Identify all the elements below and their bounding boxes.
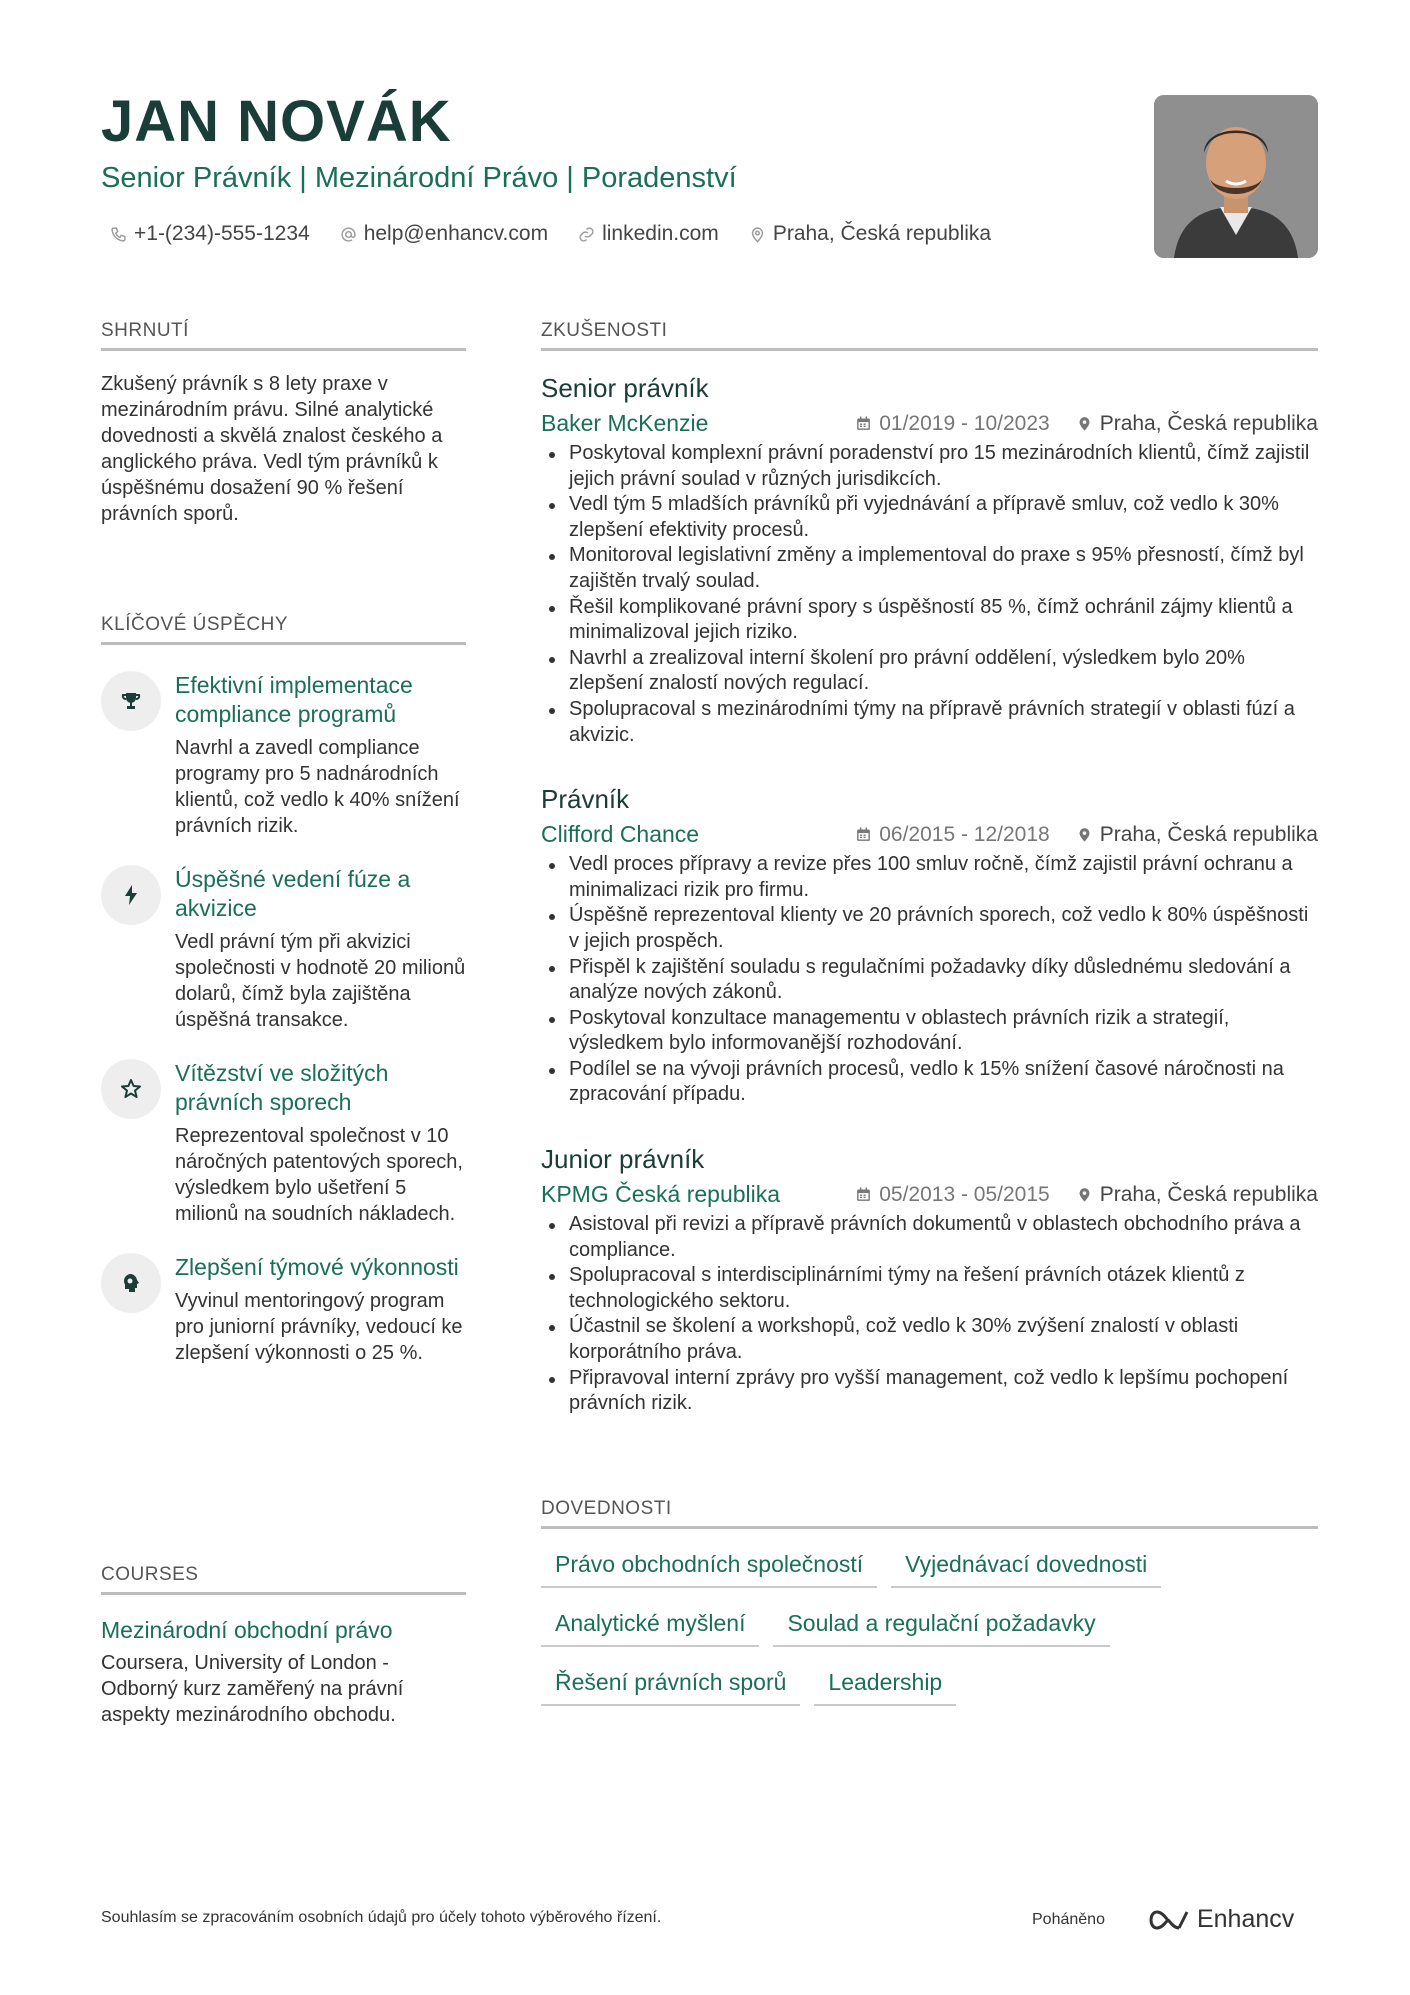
achievement-title: Efektivní implementace compliance programů (175, 672, 413, 727)
job-bullets (541, 852, 1318, 1108)
trophy-icon (101, 671, 161, 731)
bullet-item: Poskytoval konzultace managementu v oblastech právních rizik a strategií, výsledkem bylo informovanější rozhodování. (541, 1006, 1318, 1057)
summary-section (101, 320, 466, 527)
bullet-item: Vedl proces přípravy a revize přes 100 smluv ročně, čímž zajistil právní ochranu a minimalizaci rizik pro firmu. (541, 852, 1318, 903)
company-name: KPMG Česká republika (541, 1181, 781, 1208)
job-dates (855, 823, 1049, 847)
achievement-body (175, 671, 466, 839)
bullet-item: Připravoval interní zprávy pro vyšší management, což vedlo k lepšímu pochopení právních rizik. (541, 1366, 1318, 1417)
job-location (1076, 412, 1318, 436)
location-text: Praha, Česká republika (772, 222, 992, 245)
bullet-item: Řešil komplikované právní spory s úspěšností 85 %, čímž ochránil zájmy klientů a minimalizoval jejich riziko. (541, 595, 1318, 646)
job-entry (541, 784, 1318, 1108)
lightning-icon (101, 865, 161, 925)
location-pin-icon (1076, 415, 1093, 432)
skill-tag: Soulad a regulační požadavky (773, 1604, 1109, 1647)
job-title: Senior právník (541, 373, 709, 403)
calendar-icon (855, 415, 872, 432)
job-meta (541, 410, 1318, 437)
at-icon (340, 226, 357, 243)
courses-section (101, 1564, 466, 1728)
skill-tag: Analytické myšlení (541, 1604, 759, 1647)
achievement-body (175, 865, 466, 1033)
job-meta (541, 821, 1318, 848)
dates-text: 01/2019 - 10/2023 (879, 411, 1050, 435)
course-title: Mezinárodní obchodní právo (101, 1617, 393, 1643)
skill-tag: Právo obchodních společností (541, 1545, 877, 1588)
candidate-name: JAN NOVÁK (101, 89, 452, 154)
achievement-title: Vítězství ve složitých právních sporech (175, 1060, 389, 1115)
contact-linkedin[interactable] (578, 222, 719, 246)
job-meta (541, 1181, 1318, 1208)
company-name: Clifford Chance (541, 821, 700, 848)
bullet-item: Podílel se na vývoji právních procesů, vedlo k 15% snížení časové náročnosti na zpracování případu. (541, 1057, 1318, 1108)
contact-email[interactable] (340, 222, 548, 246)
bullet-item: Asistoval při revizi a přípravě právních dokumentů v oblastech obchodního práva a compliance. (541, 1212, 1318, 1263)
profile-photo (1154, 95, 1318, 258)
job-bullets (541, 1212, 1318, 1417)
infinity-logo-icon (1145, 1907, 1191, 1933)
phone-icon (110, 226, 127, 243)
summary-heading: SHRNUTÍ (101, 320, 466, 351)
bullet-item: Navrhl a zrealizoval interní školení pro právní oddělení, výsledkem bylo 20% zlepšení znalostí nových regulací. (541, 646, 1318, 697)
job-location (1076, 1183, 1318, 1207)
consent-note: Souhlasím se zpracováním osobních údajů pro účely tohoto výběrového řízení. (101, 1909, 662, 1926)
calendar-icon (855, 826, 872, 843)
skills-heading: DOVEDNOSTI (541, 1498, 1318, 1529)
skills-section (541, 1498, 1318, 1706)
job-title: Junior právník (541, 1144, 705, 1175)
head-icon (101, 1253, 161, 1313)
enhancv-logo[interactable] (1145, 1905, 1294, 1934)
achievement-item (101, 865, 466, 1033)
headline: Senior Právník | Mezinárodní Právo | Poradenství (101, 162, 737, 194)
contact-phone[interactable] (110, 222, 310, 246)
bullet-item: Přispěl k zajištění souladu s regulačními požadavky díky důslednému sledování a analýze nových zákonů. (541, 955, 1318, 1006)
achievement-item (101, 671, 466, 839)
achievement-item (101, 1059, 466, 1227)
achievement-desc: Navrhl a zavedl compliance programy pro 5 nadnárodních klientů, což vedlo k 40% snížení právních rizik. (175, 737, 460, 837)
achievement-body (175, 1253, 466, 1366)
link-icon (578, 226, 595, 243)
brand-name: Enhancv (1196, 1905, 1295, 1933)
location-text: Praha, Česká republika (1099, 411, 1318, 435)
location-pin-icon (749, 226, 766, 243)
achievement-item (101, 1253, 466, 1366)
company-name: Baker McKenzie (541, 410, 709, 436)
achievement-body (175, 1059, 466, 1227)
achievements-heading: KLÍČOVÉ ÚSPĚCHY (101, 614, 466, 645)
experience-section (541, 320, 1318, 1417)
job-dates (855, 412, 1049, 436)
bullet-item: Monitoroval legislativní změny a implementoval do praxe s 95% přesností, čímž byl zajištěn trvalý soulad. (541, 543, 1318, 594)
job-title: Právník (541, 784, 630, 815)
achievement-title: Zlepšení týmové výkonnosti (175, 1254, 459, 1280)
contact-location (749, 222, 991, 246)
bullet-item: Poskytoval komplexní právní poradenství pro 15 mezinárodních klientů, čímž zajistil jejich právní soulad v různých jurisdikcích. (541, 441, 1318, 492)
achievement-desc: Vedl právní tým při akvizici společnosti v hodnotě 20 milionů dolarů, čímž byla zajištěna úspěšná transakce. (175, 931, 466, 1031)
course-desc: Coursera, University of London - Odborný kurz zaměřený na právní aspekty mezinárodního obchodu. (101, 1652, 404, 1726)
calendar-icon (855, 1186, 872, 1203)
bullet-item: Úspěšně reprezentoval klienty ve 20 právních sporech, což vedlo k 80% úspěšnosti v jejich prospěch. (541, 903, 1318, 954)
job-dates (855, 1183, 1049, 1207)
skill-tag: Řešení právních sporů (541, 1663, 800, 1706)
bullet-item: Účastnil se školení a workshopů, což vedlo k 30% zvýšení znalostí v oblasti korporátního práva. (541, 1314, 1318, 1365)
bullet-item: Vedl tým 5 mladších právníků při vyjednávání a přípravě smluv, což vedlo k 30% zlepšení efektivity procesů. (541, 492, 1318, 543)
job-bullets (541, 441, 1318, 748)
powered-by-label: Poháněno (1032, 1910, 1105, 1928)
footer-branding (1032, 1905, 1294, 1934)
location-text: Praha, Česká republika (1099, 822, 1318, 846)
bullet-item: Spolupracoval s interdisciplinárními týmy na řešení právních otázek klientů z technologického sektoru. (541, 1263, 1318, 1314)
achievement-title: Úspěšné vedení fúze a akvizice (175, 866, 411, 921)
courses-heading: COURSES (101, 1564, 466, 1595)
star-icon (101, 1059, 161, 1119)
contact-row (110, 222, 991, 246)
dates-text: 05/2013 - 05/2015 (879, 1182, 1050, 1206)
job-entry (541, 373, 1318, 748)
summary-text: Zkušený právník s 8 lety praxe v mezinárodním právu. Silné analytické dovednosti a skvělá znalost českého a anglického práva. Vedl tým právníků k úspěšnému dosažení 90 % řešení právních sporů. (101, 373, 443, 525)
linkedin-text: linkedin.com (602, 222, 719, 245)
location-pin-icon (1076, 1186, 1093, 1203)
skills-list (541, 1545, 1261, 1706)
achievement-desc: Vyvinul mentoringový program pro juniorní právníky, vedoucí ke zlepšení výkonnosti o 25 %. (175, 1290, 463, 1364)
location-text: Praha, Česká republika (1099, 1182, 1318, 1206)
skill-tag: Vyjednávací dovednosti (891, 1545, 1161, 1588)
job-location (1076, 823, 1318, 847)
achievement-desc: Reprezentoval společnost v 10 náročných patentových sporech, výsledkem bylo ušetření 5 milionů na soudních nákladech. (175, 1125, 463, 1225)
location-pin-icon (1076, 826, 1093, 843)
email-text: help@enhancv.com (363, 222, 549, 245)
skill-tag: Leadership (814, 1663, 956, 1706)
experience-heading: ZKUŠENOSTI (541, 320, 1318, 351)
bullet-item: Spolupracoval s mezinárodními týmy na přípravě právních strategií v oblasti fúzí a akvizic. (541, 697, 1318, 748)
dates-text: 06/2015 - 12/2018 (879, 822, 1050, 846)
avatar (1154, 95, 1318, 258)
achievements-section (101, 614, 466, 1366)
phone-text: +1-(234)-555-1234 (134, 222, 310, 245)
job-entry (541, 1144, 1318, 1417)
